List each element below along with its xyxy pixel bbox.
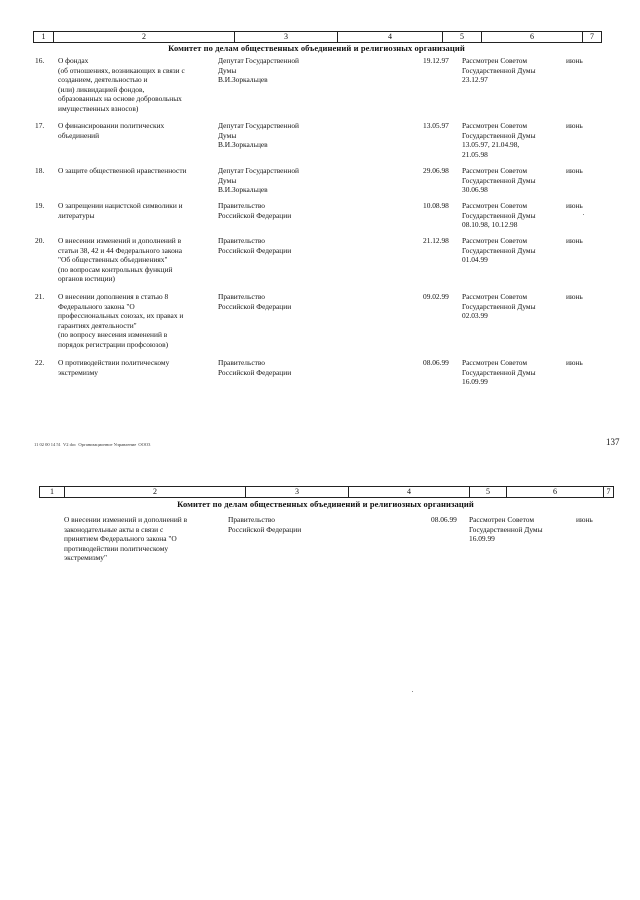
row-month: июнь (566, 292, 583, 301)
row-number: 22. (35, 358, 45, 367)
row-status: Рассмотрен Советом Государственной Думы 08.10.98, 10.12.98 (462, 201, 536, 229)
row-date: 29.06.98 (423, 166, 449, 175)
table-header-row (39, 486, 614, 498)
row-month: июнь (566, 201, 583, 210)
column-header-6: 6 (553, 487, 557, 496)
row-status: Рассмотрен Советом Государственной Думы 23.12.97 (462, 56, 536, 84)
row-month: июнь (566, 358, 583, 367)
row-number: 21. (35, 292, 45, 301)
row-author: Депутат Государственной Думы В.И.Зоркальцев (218, 121, 299, 149)
page-footer: 11 02 00 14 51 V2 doc Организационное Управление ООО3 (34, 442, 151, 447)
table-header-row (33, 31, 602, 43)
committee-title: Комитет по делам общественных объединений и религиозных организаций (177, 499, 474, 509)
column-header-3: 3 (295, 487, 299, 496)
row-number: 17. (35, 121, 45, 130)
row-status: Рассмотрен Советом Государственной Думы 16.09.99 (462, 358, 536, 386)
column-header-1: 1 (41, 32, 46, 41)
row-author: Правительство Российской Федерации (218, 358, 292, 377)
row-date: 13.05.97 (423, 121, 449, 130)
row-date: 10.08.98 (423, 201, 449, 210)
column-header-7: 7 (606, 487, 611, 496)
column-header-4: 4 (407, 487, 411, 496)
row-status: Рассмотрен Советом Государственной Думы 02.03.99 (462, 292, 536, 320)
column-header-5: 5 (460, 32, 464, 41)
row-date: 08.06.99 (431, 515, 457, 524)
row-number: 20. (35, 236, 45, 245)
column-header-2: 2 (153, 487, 157, 496)
row-month: июнь (566, 166, 583, 175)
row-month: июнь (566, 236, 583, 245)
row-number: 18. (35, 166, 45, 175)
column-header-1: 1 (50, 487, 54, 496)
row-status: Рассмотрен Советом Государственной Думы 30.06.98 (462, 166, 536, 194)
row-number: 19. (35, 201, 45, 210)
row-author: Депутат Государственной Думы В.И.Зоркальцев (218, 166, 299, 194)
row-month: июнь (576, 515, 593, 524)
page-number: 137 (606, 437, 620, 447)
row-date: 09.02.99 (423, 292, 449, 301)
row-month: июнь (566, 121, 583, 130)
row-status: Рассмотрен Советом Государственной Думы 01.04.99 (462, 236, 536, 264)
column-header-4: 4 (388, 32, 392, 41)
row-author: Депутат Государственной Думы В.И.Зоркальцев (218, 56, 299, 84)
column-header-3: 3 (284, 32, 288, 41)
row-title: О противодействии политическому экстремизму (58, 358, 170, 377)
row-author: Правительство Российской Федерации (218, 236, 292, 255)
row-month: июнь (566, 56, 583, 65)
row-title: О фондах (об отношениях, возникающих в связи с созданием, деятельностью и (или) ликвидацией фондов, образованных на основе добровольных имущественных взносов) (58, 56, 185, 113)
row-title: О внесении изменений и дополнений в законодательные акты в связи с принятием Федерального закона "О противодействии политическому экстремизму" (64, 515, 188, 562)
scan-speck (412, 691, 413, 692)
row-status: Рассмотрен Советом Государственной Думы 16.09.99 (469, 515, 543, 543)
scan-speck (583, 214, 584, 215)
column-header-7: 7 (590, 32, 594, 41)
row-title: О внесении дополнения в статью 8 Федерального закона "О профессиональных союзах, их правах и гарантиях деятельности" (по вопросу внесения изменений в порядок регистрации профсоюзов) (58, 292, 184, 349)
column-header-5: 5 (486, 487, 490, 496)
row-author: Правительство Российской Федерации (218, 201, 292, 220)
row-date: 19.12.97 (423, 56, 449, 65)
row-author: Правительство Российской Федерации (228, 515, 302, 534)
row-author: Правительство Российской Федерации (218, 292, 292, 311)
column-header-2: 2 (142, 32, 146, 41)
row-title: О запрещении нацистской символики и литературы (58, 201, 183, 220)
row-number: 16. (35, 56, 45, 65)
row-date: 08.06.99 (423, 358, 449, 367)
row-title: О защите общественной нравственности (58, 166, 187, 175)
row-date: 21.12.98 (423, 236, 449, 245)
row-status: Рассмотрен Советом Государственной Думы 13.05.97, 21.04.98, 21.05.98 (462, 121, 536, 159)
row-title: О финансировании политических объединений (58, 121, 165, 140)
committee-title: Комитет по делам общественных объединений и религиозных организаций (168, 43, 465, 53)
column-header-6: 6 (530, 32, 534, 41)
row-title: О внесении изменений и дополнений в статьи 38, 42 и 44 Федерального закона "Об общественных объединениях" (по вопросам контрольных функций органов юстиции) (58, 236, 183, 283)
